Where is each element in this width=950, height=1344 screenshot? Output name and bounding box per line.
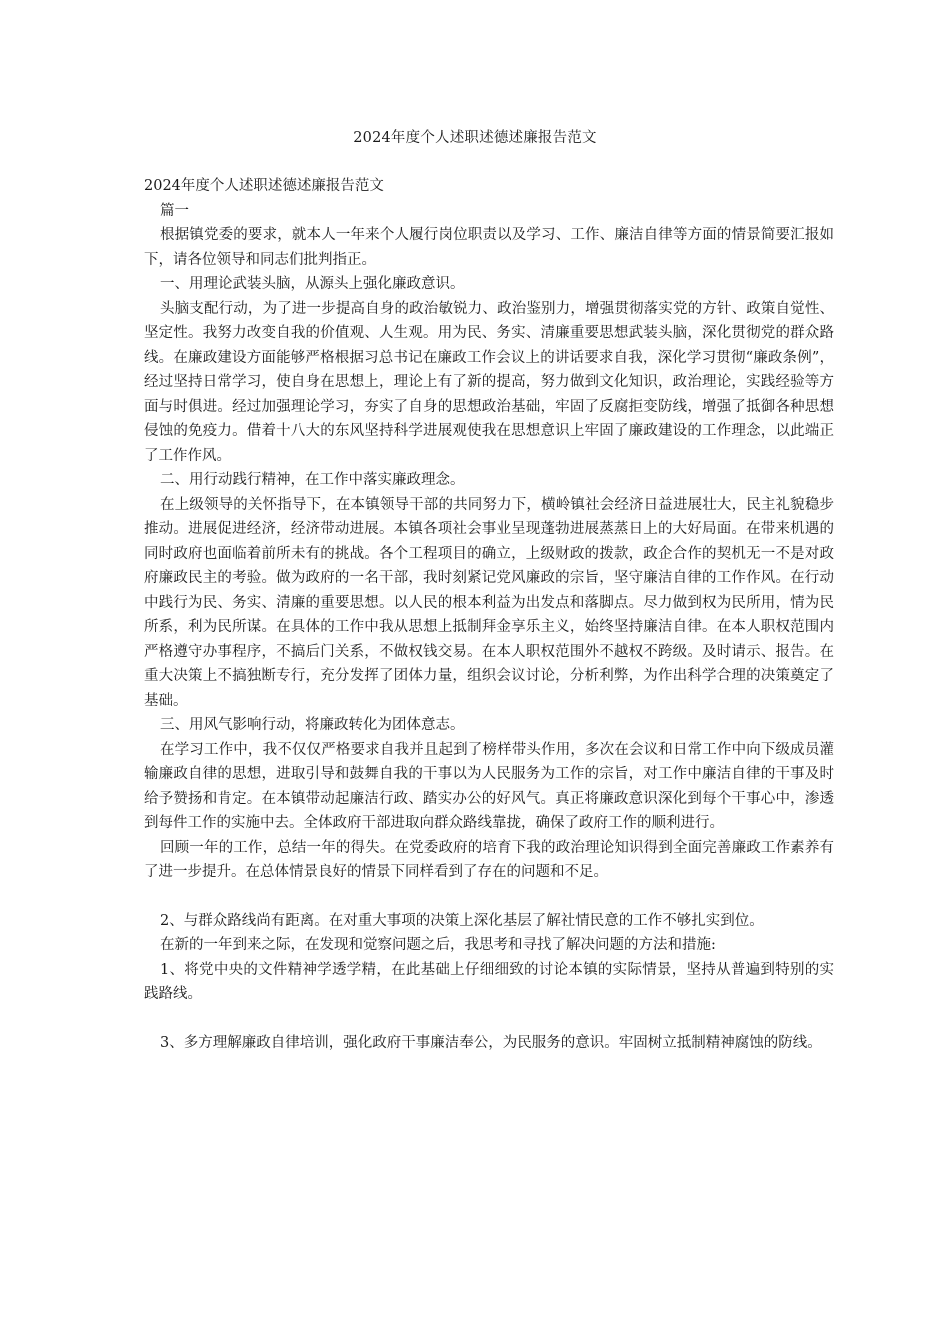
heading-1: 一、用理论武装头脑，从源头上强化廉政意识。: [160, 276, 465, 292]
document-body: [144, 174, 834, 1055]
paragraph-3: 在学习工作中，我不仅仅严格要求自我并且起到了榜样带头作用，多次在会议和日常工作中向下级成员灌输廉政自律的思想，进取引导和鼓舞自我的干事以为人民服务为工作的宗旨，对工作中廉洁自律的干事及时给予赞扬和肯定。在本镇带动起廉洁行政、踏实办公的好风气。真正将廉政意识深化到每个干事心中，渗透到每件工作的实施中去。全体政府干部进取向群众路线靠拢，确保了政府工作的顺利进行。: [144, 741, 834, 831]
paragraph-measures-intro: 在新的一年到来之际，在发现和觉察问题之后，我思考和寻找了解决问题的方法和措施:: [160, 937, 716, 953]
document-title: 2024年度个人述职述德述廉报告范文: [353, 130, 597, 146]
paragraph-review: 回顾一年的工作，总结一年的得失。在党委政府的培育下我的政治理论知识得到全面完善廉政工作素养有了进一步提升。在总体情景良好的情景下同样看到了存在的问题和不足。: [144, 839, 834, 880]
section-label: 篇一: [160, 202, 189, 219]
paragraph-1: 头脑支配行动，为了进一步提高自身的政治敏锐力、政治鉴别力，增强贯彻落实党的方针、政策自觉性、坚定性。我努力改变自我的价值观、人生观。用为民、务实、清廉重要思想武装头脑，深化贯彻党的群众路线。在廉政建设方面能够严格根据习总书记在廉政工作会议上的讲话要求自我，深化学习贯彻“廉政条例”，经过坚持日常学习，使自身在思想上，理论上有了新的提高，努力做到文化知识，政治理论，实践经验等方面与时俱进。经过加强理论学习，夯实了自身的思想政治基础，牢固了反腐拒变防线，增强了抵御各种思想侵蚀的免疫力。借着十八大的东风坚持科学进展观使我在思想意识上牢固了廉政建设的工作理念，以此端正了工作作风。: [144, 300, 834, 464]
heading-3: 三、用风气影响行动，将廉政转化为团体意志。: [160, 717, 465, 733]
paragraph-2: 在上级领导的关怀指导下，在本镇领导干部的共同努力下，横岭镇社会经济日益进展壮大，民主礼貌稳步推动。进展促进经济，经济带动进展。本镇各项社会事业呈现蓬勃进展蒸蒸日上的大好局面。在带来机遇的同时政府也面临着前所未有的挑战。各个工程项目的确立，上级财政的拨款，政企合作的契机无一不是对政府廉政民主的考验。做为政府的一名干部，我时刻紧记党风廉政的宗旨，坚守廉洁自律的工作作风。在行动中践行为民、务实、清廉的重要思想。以人民的根本利益为出发点和落脚点。尽力做到权为民所用，情为民所系，利为民所谋。在具体的工作中我从思想上抵制拜金享乐主义，始终坚持廉洁自律。在本人职权范围内严格遵守办事程序，不搞后门关系，不做权钱交易。在本人职权范围外不越权不跨级。及时请示、报告。在重大决策上不搞独断专行，充分发挥了团体力量，组织会议讨论，分析利弊，为作出科学合理的决策奠定了基础。: [144, 496, 834, 709]
measure-item-1: 1、将党中央的文件精神学透学精，在此基础上仔细细致的讨论本镇的实际情景，坚持从普遍到特别的实践路线。: [144, 961, 834, 1002]
heading-2: 二、用行动践行精神，在工作中落实廉政理念。: [160, 472, 465, 488]
measure-item-3: 3、多方理解廉政自律培训，强化政府干事廉洁奉公，为民服务的意识。牢固树立抵制精神腐蚀的防线。: [160, 1034, 822, 1051]
paragraph-intro: 根据镇党委的要求，就本人一年来个人履行岗位职责以及学习、工作、廉洁自律等方面的情景简要汇报如下，请各位领导和同志们批判指正。: [144, 227, 834, 268]
document-subtitle: 2024年度个人述职述德述廉报告范文: [144, 178, 384, 194]
problem-item-2: 2、与群众路线尚有距离。在对重大事项的决策上深化基层了解社情民意的工作不够扎实到位。: [160, 912, 764, 929]
